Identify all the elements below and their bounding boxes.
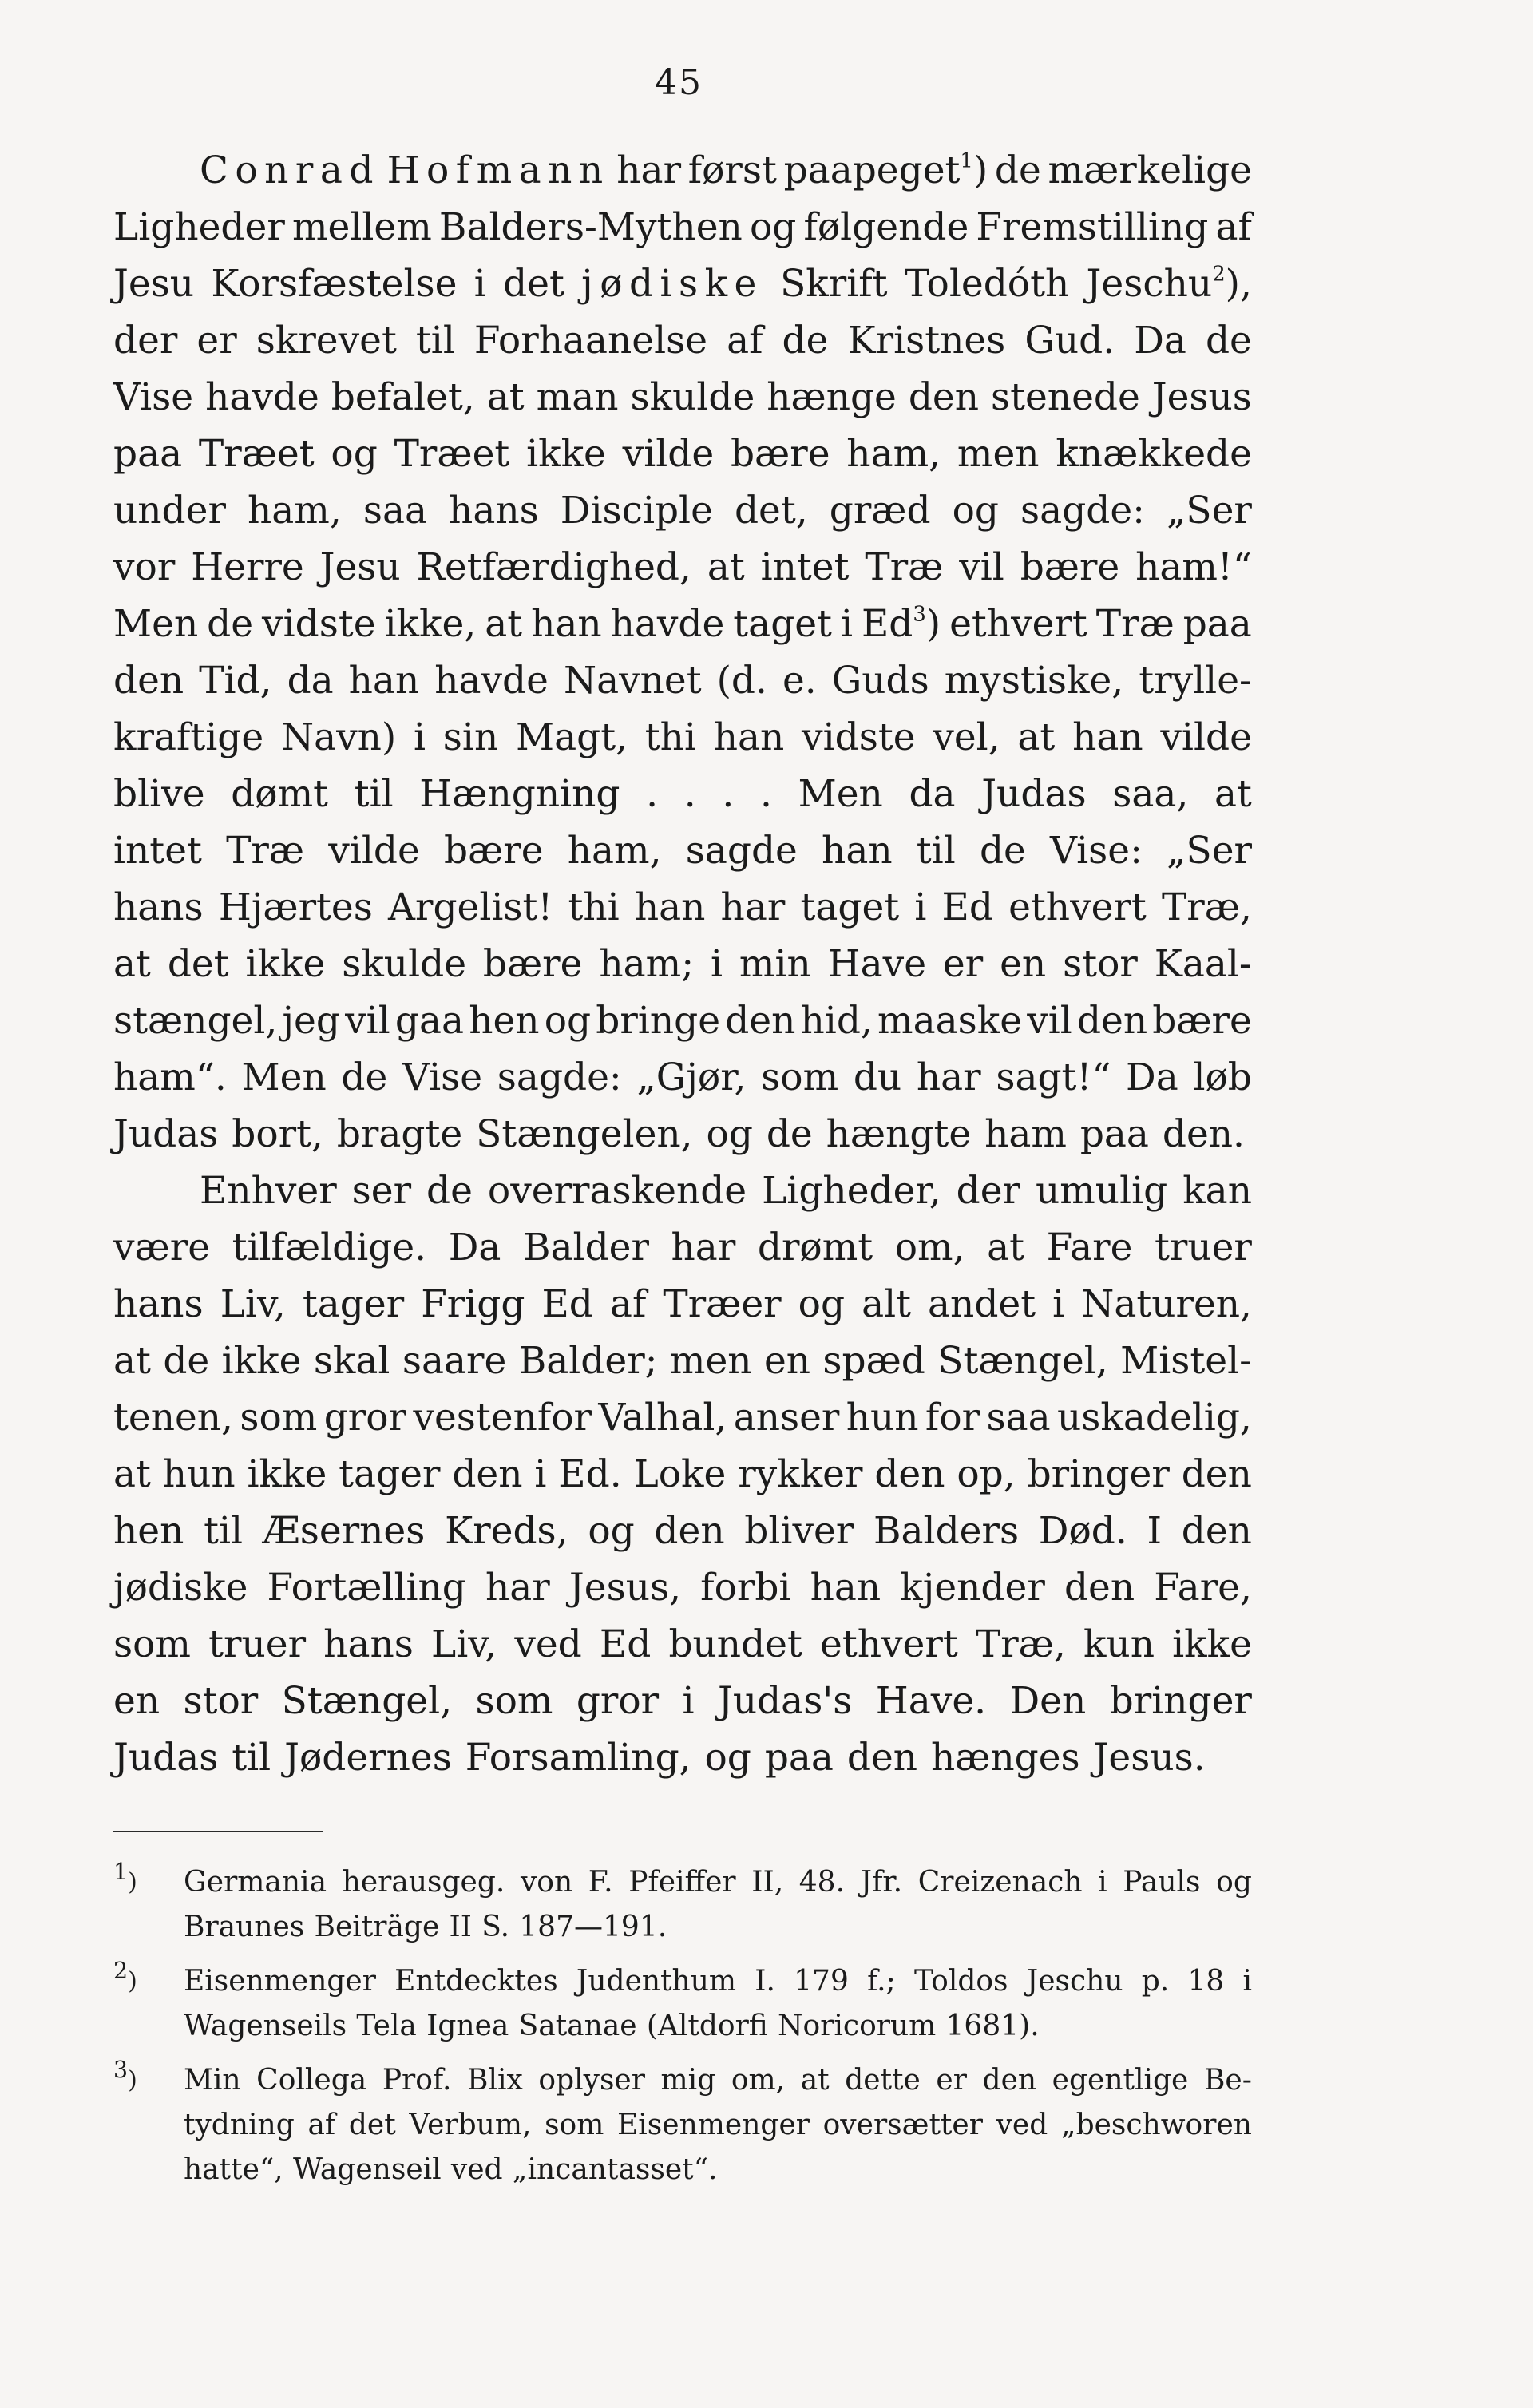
text-line: Men de vidste ikke, at han havde taget i Ed$^3$) ethvert Træ paa	[113, 602, 1252, 646]
footnote-ref: 2	[1212, 262, 1226, 287]
footnote	[113, 2058, 1252, 2192]
text-line: hans Hjærtes Argelist! thi han har taget i Ed ethvert Træ,	[113, 885, 1252, 929]
footnote-line: $^1$) Germania herausgeg. von F. Pfeiffer II, 48. Jfr. Creizenach i Pauls og	[113, 1860, 1252, 1905]
text-line: hans Liv, tager Frigg Ed af Træer og alt andet i Naturen,	[113, 1282, 1252, 1326]
footnote-line: Wagenseils Tela Ignea Satanae (Altdorfi Noricorum 1681).	[184, 2010, 1040, 2042]
footnote-mark: $^1$)	[113, 1859, 137, 1896]
body-text	[113, 142, 1252, 1786]
text-line: være tilfældige. Da Balder har drømt om, at Fare truer	[113, 1226, 1252, 1269]
text-line: intet Træ vilde bære ham, sagde han til de Vise: „Ser	[113, 829, 1252, 873]
text-line: at det ikke skulde bære ham; i min Have er en stor Kaal-	[113, 942, 1252, 986]
footnote-ref: 3	[913, 602, 926, 627]
footnote-ref: 1	[960, 149, 973, 173]
text-line: hen til Æsernes Kreds, og den bliver Balders Død. I den	[113, 1509, 1252, 1553]
text-line: jødiske Fortælling har Jesus, forbi han kjender den Fare,	[113, 1566, 1252, 1610]
text-line: Jesu Korsfæstelse i det jødiske Skrift Toledóth Jeschu$^2$),	[113, 262, 1252, 306]
text-line: under ham, saa hans Disciple det, græd og sagde: „Ser	[113, 489, 1252, 533]
footnotes	[113, 1860, 1252, 2202]
text-line: stængel, jeg vil gaa hen og bringe den hid, maaske vil den bære	[113, 999, 1252, 1043]
footnote-line: $^3$) Min Collega Prof. Blix oplyser mig om, at dette er den egentlige Be-	[113, 2058, 1252, 2103]
text-line: at hun ikke tager den i Ed. Loke rykker den op, bringer den	[113, 1452, 1252, 1496]
footnote-mark: $^2$)	[113, 1958, 137, 1995]
text-line: den Tid, da han havde Navnet (d. e. Guds mystiske, trylle-	[113, 659, 1252, 703]
text-line: der er skrevet til Forhaanelse af de Kristnes Gud. Da de	[113, 319, 1252, 362]
page-number: 45	[655, 62, 703, 103]
text-line: tenen, som gror vestenfor Valhal, anser hun for saa uskadelig,	[113, 1396, 1252, 1440]
footnote-line: hatte“, Wagenseil ved „incantasset“.	[184, 2153, 718, 2186]
footnote-mark: $^3$)	[113, 2057, 137, 2094]
text-line: som truer hans Liv, ved Ed bundet ethvert Træ, kun ikke	[113, 1622, 1252, 1666]
text-line: Judas til Jødernes Forsamling, og paa den hænges Jesus.	[113, 1736, 1206, 1780]
text-line: ham“. Men de Vise sagde: „Gjør, som du har sagt!“ Da løb	[113, 1055, 1252, 1099]
footnote	[113, 1959, 1252, 2049]
text-line: Ligheder mellem Balders-Mythen og følgende Fremstilling af	[113, 205, 1252, 249]
text-line: paa Træet og Træet ikke vilde bære ham, men knækkede	[113, 432, 1252, 476]
text-line: en stor Stængel, som gror i Judas's Have. Den bringer	[113, 1679, 1252, 1723]
text-line: Enhver ser de overraskende Ligheder, der umulig kan	[200, 1169, 1252, 1213]
text-line: Conrad Hofmann har først paapeget$^1$) de mærkelige	[200, 149, 1252, 192]
text-line: Vise havde befalet, at man skulde hænge den stenede Jesus	[113, 375, 1252, 419]
text-line: at de ikke skal saare Balder; men en spæd Stængel, Mistel-	[113, 1339, 1252, 1383]
text-line: Judas bort, bragte Stængelen, og de hængte ham paa den.	[113, 1112, 1245, 1156]
footnote	[113, 1860, 1252, 1950]
footnote-line: Braunes Beiträge II S. 187—191.	[184, 1911, 667, 1943]
text-line: vor Herre Jesu Retfærdighed, at intet Træ vil bære ham!“	[113, 545, 1252, 589]
footnote-line: tydning af det Verbum, som Eisenmenger oversætter ved „beschworen	[184, 2109, 1252, 2141]
text-line: kraftige Navn) i sin Magt, thi han vidste vel, at han vilde	[113, 715, 1252, 759]
footnote-rule	[113, 1831, 323, 1832]
footnote-line: $^2$) Eisenmenger Entdecktes Judenthum I. 179 f.; Toldos Jeschu p. 18 i	[113, 1959, 1252, 2004]
text-line: blive dømt til Hængning . . . . Men da Judas saa, at	[113, 772, 1252, 816]
